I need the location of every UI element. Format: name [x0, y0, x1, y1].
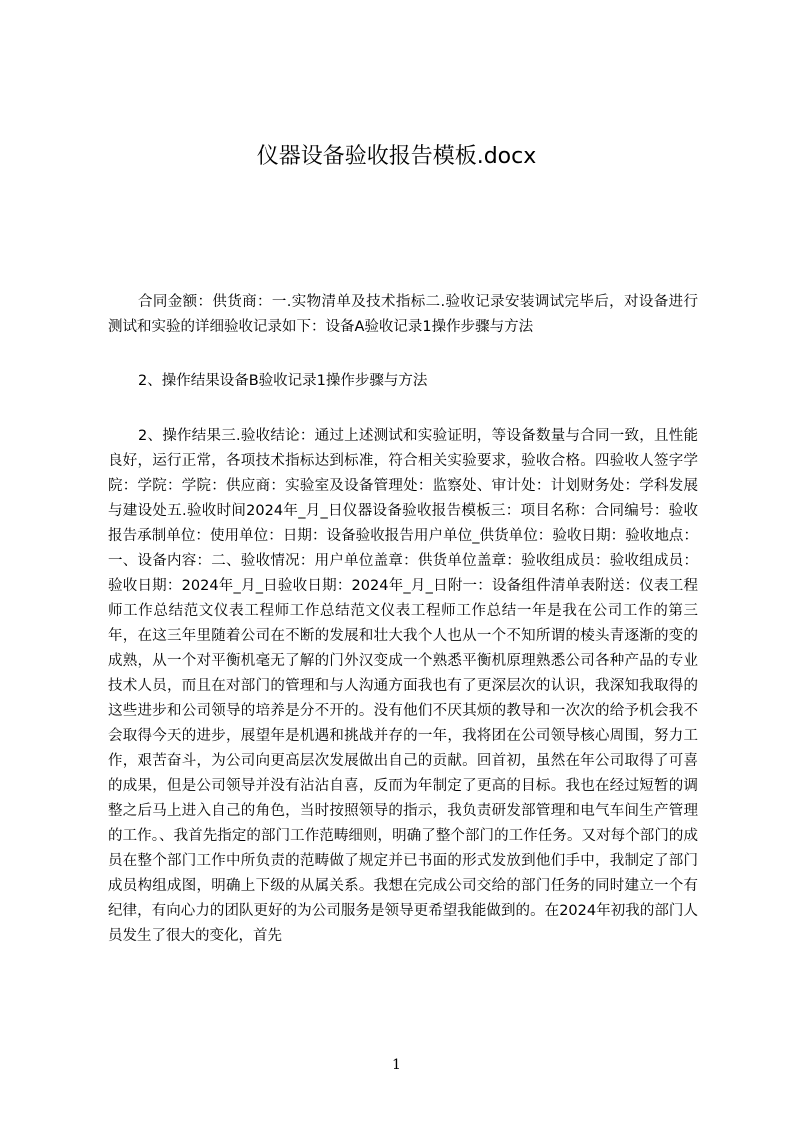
- document-title: 仪器设备验收报告模板.docx: [256, 144, 537, 169]
- paragraph-device-b-record: 2、操作结果设备B验收记录1操作步骤与方法: [138, 373, 428, 389]
- page-number: 1: [392, 1057, 401, 1073]
- paragraph-contract-info: 合同金额：供货商：一.实物清单及技术指标二.验收记录安装调试完毕后，对设备进行测试和实验的详细验收记录如下：设备A验收记录1操作步骤与方法: [108, 294, 698, 335]
- paragraph-acceptance-conclusion: 2、操作结果三.验收结论：通过上述测试和实验证明，等设备数量与合同一致，且性能良好，运行正常，各项技术指标达到标准，符合相关实验要求，验收合格。四验收人签字学院：学院：学院：供应商：实验室及设备管理处：监察处、审计处：计划财务处：学科发展与建设处五.验收时间2024年_月_日仪器设备验收报告模板三：项目名称：合同编号：验收报告承制单位：使用单位：日期：设备验收报告用户单位_供货单位：验收日期：验收地点：一、设备内容：二、验收情况：用户单位盖章：供货单位盖章：验收组成员：验收组成员：验收日期：2024年_月_日验收日期：2024年_月_日附一：设备组件清单表附送：仪表工程师工作总结范文仪表工程师工作总结范文仪表工程师工作总结一年是我在公司工作的第三年，在这三年里随着公司在不断的发展和壮大我个人也从一个不知所谓的棱头青逐渐的变的成熟，从一个对平衡机毫无了解的门外汉变成一个熟悉平衡机原理熟悉公司各种产品的专业技术人员，而且在对部门的管理和与人沟通方面我也有了更深层次的认识，我深知我取得的这些进步和公司领导的培养是分不开的。没有他们不厌其烦的教导和一次次的给予机会我不会取得今天的进步，展望年是机遇和挑战并存的一年，我将团在公司领导核心周围，努力工作，艰苦奋斗，为公司向更高层次发展做出自己的贡献。回首初，虽然在年公司取得了可喜的成果，但是公司领导并没有沾沾自喜，反而为年制定了更高的目标。我也在经过短暂的调整之后马上进入自己的角色，当时按照领导的指示，我负责研发部管理和电气车间生产管理的工作。、我首先指定的部门工作范畴细则，明确了整个部门的工作任务。又对每个部门的成员在整个部门工作中所负责的范畴做了规定并已书面的形式发放到他们手中，我制定了部门成员构组成图，明确上下级的从属关系。我想在完成公司交给的部门任务的同时建立一个有纪律，有向心力的团队更好的为公司服务是领导更希望我能做到的。在2024年初我的部门人员发生了很大的变化，首先: [108, 428, 698, 944]
